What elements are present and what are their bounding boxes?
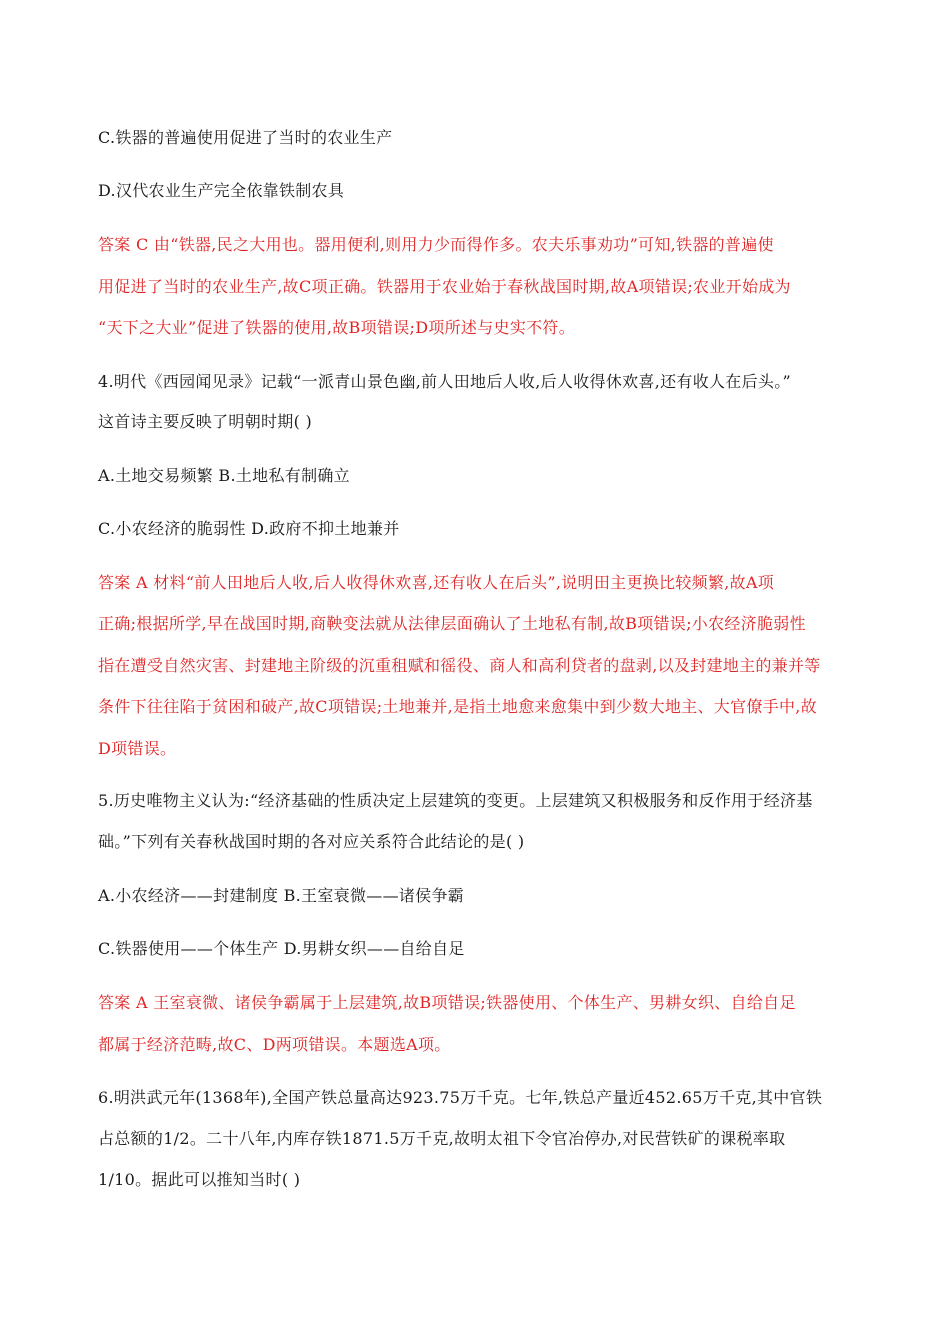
- q3-answer-line-2: 用促进了当时的农业生产,故C项正确。铁器用于农业始于春秋战国时期,故A项错误;农业开始成为: [98, 277, 791, 296]
- q4-stem-line-1: 4.明代《西园闻见录》记载“一派青山景色幽,前人田地后人收,后人收得休欢喜,还有收人在后头。”: [98, 372, 791, 391]
- q4-options-cd: C.小农经济的脆弱性 D.政府不抑土地兼并: [98, 519, 400, 538]
- q5-options-ab: A.小农经济——封建制度 B.王室衰微——诸侯争霸: [98, 886, 465, 905]
- q6-stem-line-2: 占总额的1/2。二十八年,内库存铁1871.5万千克,故明太祖下令官冶停办,对民营铁矿的课税率取: [98, 1129, 786, 1148]
- q4-answer-line-4: 条件下往往陷于贫困和破产,故C项错误;土地兼并,是指土地愈来愈集中到少数大地主、大官僚手中,故: [98, 697, 817, 716]
- q4-answer-line-5: D项错误。: [98, 739, 177, 758]
- q6-stem-line-1: 6.明洪武元年(1368年),全国产铁总量高达923.75万千克。七年,铁总产量近452.65万千克,其中官铁: [98, 1088, 823, 1107]
- q6-stem-line-3: 1/10。据此可以推知当时( ): [98, 1170, 301, 1189]
- q3-answer-line-3: “天下之大业”促进了铁器的使用,故B项错误;D项所述与史实不符。: [98, 318, 576, 337]
- q3-option-d: D.汉代农业生产完全依靠铁制农具: [98, 181, 345, 200]
- q5-answer-line-2: 都属于经济范畴,故C、D两项错误。本题选A项。: [98, 1035, 451, 1054]
- q5-stem-line-1: 5.历史唯物主义认为:“经济基础的性质决定上层建筑的变更。上层建筑又积极服务和反作用于经济基: [98, 791, 813, 810]
- q4-answer-line-2: 正确;根据所学,早在战国时期,商鞅变法就从法律层面确认了土地私有制,故B项错误;小农经济脆弱性: [98, 614, 806, 633]
- q5-stem-line-2: 础。”下列有关春秋战国时期的各对应关系符合此结论的是( ): [98, 832, 525, 851]
- q4-options-ab: A.土地交易频繁 B.土地私有制确立: [98, 466, 350, 485]
- q4-answer-line-1: 答案 A 材料“前人田地后人收,后人收得休欢喜,还有收人在后头”,说明田主更换比较频繁,故A项: [98, 573, 775, 592]
- q3-answer-line-1: 答案 C 由“铁器,民之大用也。器用便利,则用力少而得作多。农夫乐事劝功”可知,铁器的普遍使: [98, 235, 774, 254]
- q3-option-c: C.铁器的普遍使用促进了当时的农业生产: [98, 128, 393, 147]
- q5-options-cd: C.铁器使用——个体生产 D.男耕女织——自给自足: [98, 939, 465, 958]
- q4-stem-line-2: 这首诗主要反映了明朝时期( ): [98, 412, 313, 431]
- q5-answer-line-1: 答案 A 王室衰微、诸侯争霸属于上层建筑,故B项错误;铁器使用、个体生产、男耕女织、自给自足: [98, 993, 796, 1012]
- q4-answer-line-3: 指在遭受自然灾害、封建地主阶级的沉重租赋和徭役、商人和高利贷者的盘剥,以及封建地主的兼并等: [98, 656, 821, 675]
